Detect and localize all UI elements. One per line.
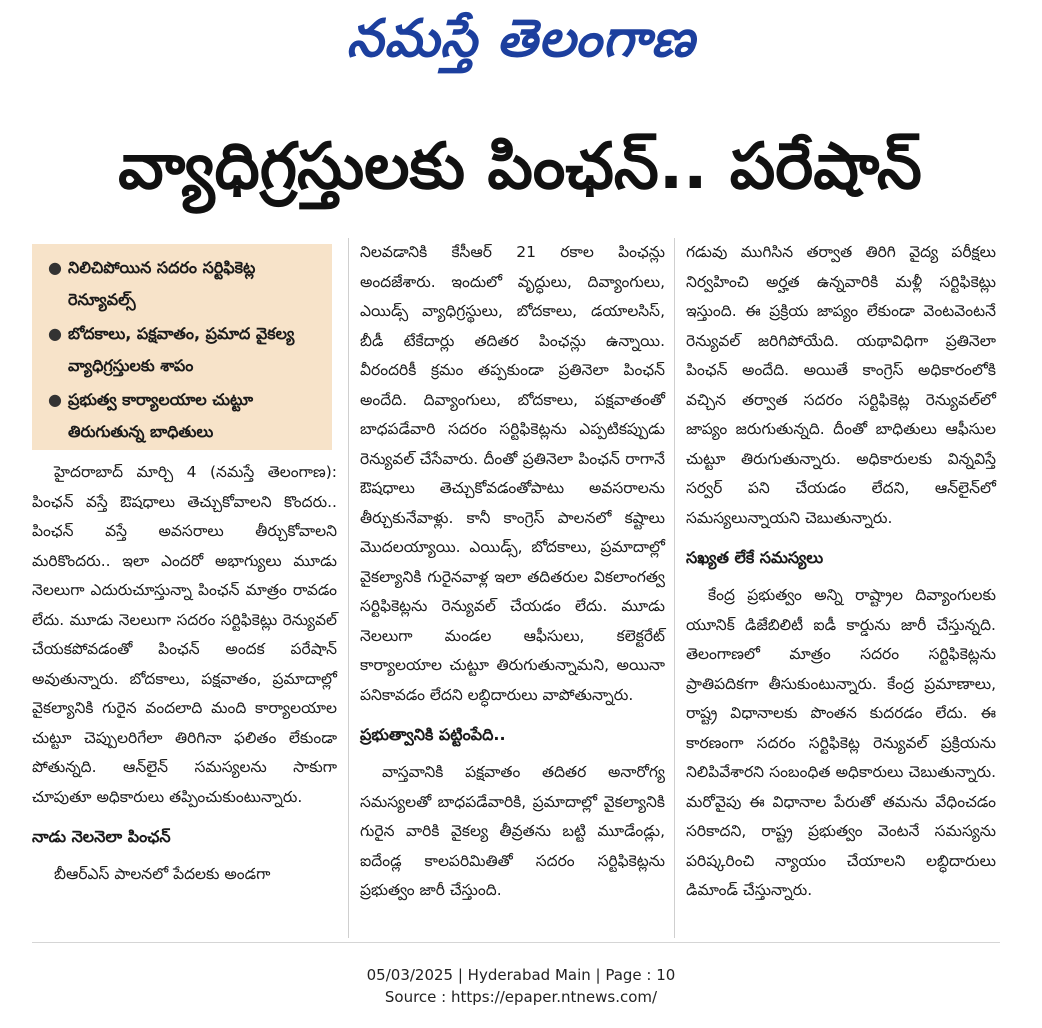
bullet-icon: ● bbox=[48, 324, 62, 343]
highlight-text: నిలిచిపోయిన సదరం సర్టిఫికెట్ల రెన్యూవల్స్ bbox=[68, 258, 256, 309]
subheading: నాడు నెలనెలా పింఛన్ bbox=[32, 827, 171, 846]
footer-date-edition: 05/03/2025 | Hyderabad Main | Page : 10 bbox=[366, 966, 676, 984]
article-paragraph: బీఆర్‌ఎస్ పాలనలో పేదలకు అండగా bbox=[54, 865, 271, 883]
highlight-text: ప్రభుత్వ కార్యాలయాల చుట్టూ తిరుగుతున్న బాధితులు bbox=[68, 390, 254, 441]
footer-source-link[interactable]: Source : https://epaper.ntnews.com/ bbox=[384, 988, 658, 1006]
highlight-item bbox=[48, 252, 322, 316]
headline-text: వ్యాధిగ్రస్తులకు పింఛన్.. పరేషాన్ bbox=[118, 130, 922, 204]
subheading: ప్రభుత్వానికి పట్టింపేది.. bbox=[360, 725, 506, 744]
bullet-icon: ● bbox=[48, 258, 62, 277]
footer bbox=[0, 964, 1042, 1008]
footer-divider bbox=[32, 942, 1000, 943]
article-paragraph: నిలవడానికి కేసీఆర్ 21 రకాల పింఛన్లు అందజేశారు. ఇందులో వృద్ధులు, దివ్యాంగులు, ఎయిడ్స్ వ్యాధిగ్రస్థులు, బోదకాలు, డయాలసిస్, బీడీ టేకేదార్లు తదితర పింఛన్లు ఉన్నాయి. వీరందరికీ క్రమం తప్పకుండా ప్రతినెలా పింఛన్ అందేది. దివ్యాంగులు, బోదకాలు, పక్షవాతంతో బాధపడేవారి సదరం సర్టిఫికెట్లను ఎప్పటికప్పుడు రెన్యువల్ చేసేవారు. దీంతో ప్రతినెలా పింఛన్ రాగానే ఔషధాలు తెచ్చుకోవడంతోపాటు అవసరాలను తీర్చుకునేవాళ్లు. కానీ కాంగ్రెస్ పాలనలో కష్టాలు మొదలయ్యాయి. ఎయిడ్స్, బోదకాలు, ప్రమాదాల్లో వైకల్యానికి గురైనవాళ్ల ఇలా తదితరుల వికలాంగత్వ సర్టిఫికెట్లను రెన్యువల్ చేయడం లేదు. మూడు నెలలుగా మండల ఆఫీసులు, కలెక్టరేట్ కార్యాలయాల చుట్టూ తిరుగుతున్నామని, అయినా పనికావడం లేదని లబ్ధిదారులు వాపోతున్నారు. bbox=[360, 243, 665, 704]
column-divider bbox=[348, 238, 349, 938]
highlights-box bbox=[32, 244, 332, 450]
article-paragraph: గడువు ముగిసిన తర్వాత తిరిగి వైద్య పరీక్షలు నిర్వహించి అర్హత ఉన్నవారికి మళ్లీ సర్టిఫికెట్లు ఇస్తుంది. ఈ ప్రక్రియ జాప్యం లేకుండా వెంటవెంటనే రెన్యువల్ జరిగిపోయేది. యథావిధిగా ప్రతినెలా పింఛన్ అందేది. అయితే కాంగ్రెస్ అధికారంలోకి వచ్చిన తర్వాత సదరం సర్టిఫికెట్ల రెన్యువల్‌లో జాప్యం జరుగుతున్నది. దీంతో బాధితులు ఆఫీసుల చుట్టూ తిరుగుతున్నారు. అధికారులకు విన్నవిస్తే సర్వర్ పని చేయడం లేదని, ఆన్‌లైన్‌లో సమస్యలున్నాయని చెబుతున్నారు. bbox=[686, 243, 996, 527]
article-paragraph: వాస్తవానికి పక్షవాతం తదితర అనారోగ్య సమస్యలతో బాధపడేవారికి, ప్రమాదాల్లో వైకల్యానికి గురైన వారికి వైకల్య తీవ్రతను బట్టి మూడేండ్లు, ఐదేండ్ల కాలపరిమితితో సదరం సర్టిఫికెట్లను ప్రభుత్వం జారీ చేస్తుంది. bbox=[360, 763, 665, 899]
article-column-3 bbox=[686, 238, 996, 906]
column-divider bbox=[674, 238, 675, 938]
highlights-list bbox=[48, 252, 322, 448]
highlight-text: బోదకాలు, పక్షవాతం, ప్రమాద వైకల్య వ్యాధిగ్రస్తులకు శాపం bbox=[68, 324, 295, 375]
bullet-icon: ● bbox=[48, 390, 62, 409]
article-paragraph: హైదరాబాద్ మార్చి 4 (నమస్తే తెలంగాణ): పింఛన్ వస్తే ఔషధాలు తెచ్చుకోవాలని కొందరు.. పింఛన్ వస్తే అవసరాలు తీర్చుకోవాలని మరికొందరు.. ఇలా ఎందరో అభాగ్యులు మూడు నెలలుగా ఎదురుచూస్తున్నా పింఛన్ మాత్రం రావడం లేదు. మూడు నెలలుగా సదరం సర్టిఫికెట్లు రెన్యువల్ చేయకపోవడంతో పింఛన్ అందక పరేషాన్ అవుతున్నారు. బోదకాలు, పక్షవాతం, ప్రమాదాల్లో వైకల్యానికి గురైన వందలాది మంది కార్యాలయాల చుట్టూ చెప్పులరిగేలా తిరిగినా ఫలితం లేకుండా పోతున్నది. ఆన్‌లైన్ సమస్యలను సాకుగా చూపుతూ అధికారులు తప్పించుకుంటున్నారు. bbox=[32, 463, 337, 806]
masthead bbox=[0, 4, 1042, 74]
headline bbox=[20, 112, 1020, 222]
subheading: సఖ్యత లేకే సమస్యలు bbox=[686, 548, 824, 567]
newspaper-name: నమస్తే తెలంగాణ bbox=[346, 9, 696, 69]
article-paragraph: కేంద్ర ప్రభుత్వం అన్ని రాష్ట్రాల దివ్యాంగులకు యూనిక్ డిజేబిలిటీ ఐడీ కార్డును జారీ చేస్తున్నది. తెలంగాణలో మాత్రం సదరం సర్టిఫికెట్లను ప్రాతిపదికగా తీసుకుంటున్నారు. కేంద్ర ప్రమాణాలు, రాష్ట్ర విధానాలకు పొంతన కుదరడం లేదు. ఈ కారణంగా సదరం సర్టిఫికెట్ల రెన్యువల్ ప్రక్రియను నిలిపివేశారని సంబంధిత అధికారులు చెబుతున్నారు. మరోవైపు ఈ విధానాల పేరుతో తమను వేధించడం సరికాదని, రాష్ట్ర ప్రభుత్వం వెంటనే సమస్యను పరిష్కరించి న్యాయం చేయాలని లబ్ధిదారులు డిమాండ్ చేస్తున్నారు. bbox=[686, 586, 996, 899]
article-column-2 bbox=[360, 238, 665, 906]
highlight-item bbox=[48, 384, 322, 448]
highlight-item bbox=[48, 318, 322, 382]
article-column-1 bbox=[32, 458, 337, 890]
